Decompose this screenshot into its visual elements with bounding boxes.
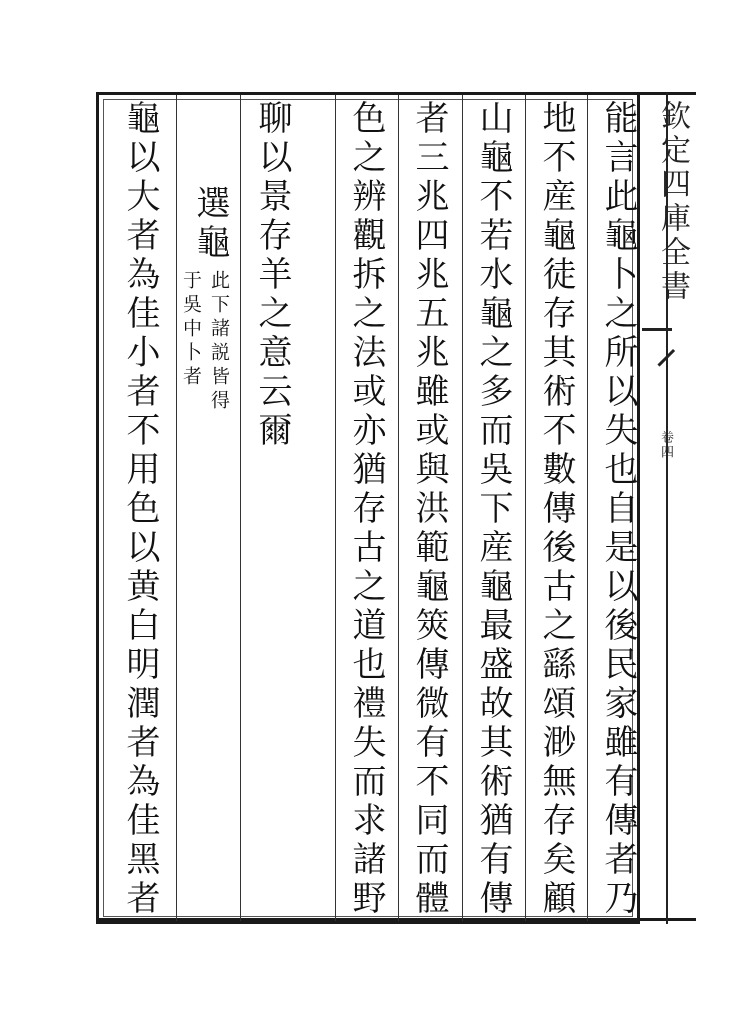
column-divider [176, 95, 177, 921]
text-column-1: 能言此龜卜之所以失也自是以後民家雖有傳者乃 [598, 100, 638, 919]
text-column-6: 聊以景存羊之意云爾 [252, 100, 292, 451]
column-divider [587, 95, 588, 921]
text-column-5: 色之辨觀拆之法或亦猶存古之道也禮失而求諸野 [346, 100, 386, 919]
column-divider [462, 95, 463, 921]
column-divider [525, 95, 526, 921]
annotation-column-1: 此下諸説皆得 [208, 270, 230, 414]
text-column-3: 山龜不若水龜之多而吳下産龜最盛故其術猶有傳 [473, 100, 513, 919]
column-divider [240, 95, 241, 921]
text-column-7: 龜以大者為佳小者不用色以黄白明潤者為佳黑者 [120, 100, 160, 919]
annotation-column-2: 于吳中卜者 [180, 270, 202, 390]
fish-tail-mark [642, 328, 672, 371]
section-heading: 選龜 [190, 185, 230, 263]
column-divider [335, 95, 336, 921]
text-column-4: 者三兆四兆五兆雖或與洪範龜筴傳微有不同而體 [409, 100, 449, 919]
juan-label: 卷四 [658, 430, 673, 460]
text-column-2: 地不産龜徒存其術不數傳後古之繇頌渺無存矣顧 [536, 100, 576, 919]
book-title: 欽定四庫全書 [655, 100, 690, 304]
column-divider [398, 95, 399, 921]
